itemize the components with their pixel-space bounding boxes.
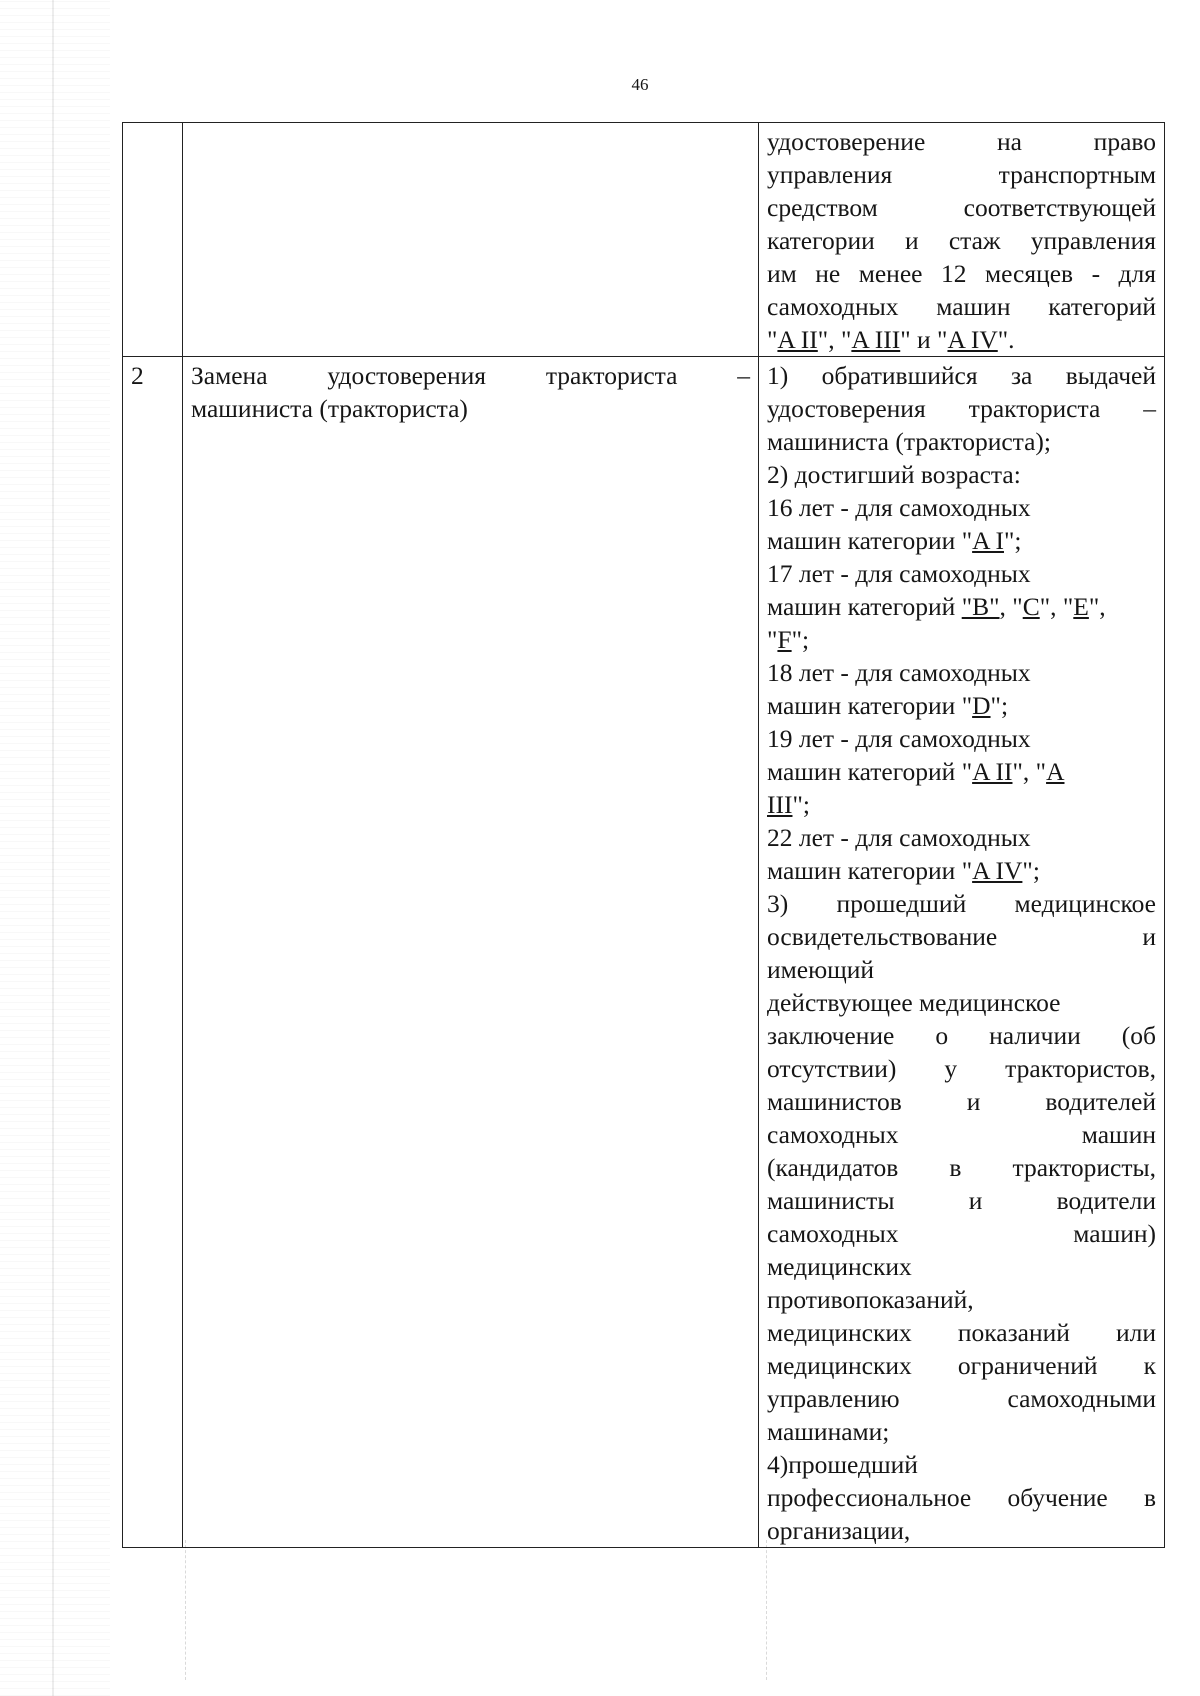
req-line: управлению самоходными [767,1384,1156,1413]
req-line: машинисты и водители [767,1186,1156,1215]
requirements-table [122,122,1165,1548]
req-line: действующее медицинское [767,988,1061,1017]
req-line: заключение о наличии (об [767,1021,1156,1050]
req-line: медицинских показаний или [767,1318,1156,1347]
text-line: удостоверение на право [767,127,1156,156]
category-link[interactable]: E [1073,592,1089,621]
req-line: имеющий [767,955,875,984]
service-line: машиниста (тракториста) [191,394,468,423]
req-line: 2) достигший возраста: [767,460,1021,489]
table-row-2 [123,357,1165,1548]
cell-service-name [183,357,759,1548]
scan-edge-artifact [0,0,110,1696]
req-line: машин категорий "A II", "A [767,757,1065,786]
req-line: 16 лет - для самоходных [767,493,1031,522]
category-link[interactable]: D [972,691,991,720]
category-link[interactable]: C [1022,592,1040,621]
category-link[interactable]: "B" [961,592,1000,621]
category-link[interactable]: A IV [972,856,1023,885]
text-line: им не менее 12 месяцев - для [767,259,1156,288]
req-line: машинистов и водителей [767,1087,1156,1116]
category-link[interactable]: A II [972,757,1013,786]
category-link[interactable]: III [767,790,793,819]
scan-bottom-artifact [185,1540,767,1680]
cell-service-empty [183,123,759,357]
service-line: Замена удостоверения тракториста – [191,361,750,390]
req-line: машин категории "A IV"; [767,856,1040,885]
text-line: самоходных машин категорий [767,292,1156,321]
req-line: медицинских ограничений к [767,1351,1156,1380]
req-line: машинами; [767,1417,890,1446]
req-line: самоходных машин [767,1120,1156,1149]
req-line: 18 лет - для самоходных [767,658,1031,687]
req-line: самоходных машин) [767,1219,1156,1248]
req-line: профессиональное обучение в [767,1483,1156,1512]
category-link[interactable]: A [1046,757,1065,786]
req-line: 22 лет - для самоходных [767,823,1031,852]
req-line: машин категории "D"; [767,691,1009,720]
page-number: 46 [631,75,649,94]
cell-number-empty [123,123,183,357]
cell-requirements [759,357,1165,1548]
req-line: 4)прошедший [767,1450,918,1479]
req-line: машиниста (тракториста); [767,427,1052,456]
category-link[interactable]: A II [777,325,818,354]
req-line: организации, [767,1516,911,1545]
req-line: удостоверения тракториста – [767,394,1156,423]
category-link[interactable]: A IV [947,325,998,354]
req-line: (кандидатов в трактористы, [767,1153,1156,1182]
cell-row-number: 2 [123,357,183,1548]
table-row-continued [123,123,1165,357]
req-line: машин категории "A I"; [767,526,1022,555]
req-line: "F"; [767,625,810,654]
req-line: 19 лет - для самоходных [767,724,1031,753]
category-link[interactable]: A III [851,325,901,354]
text-line: управления транспортным [767,160,1156,189]
req-line: 1) обратившийся за выдачей [767,361,1156,390]
cell-requirements-continued [759,123,1165,357]
category-link[interactable]: F [777,625,792,654]
req-line: III"; [767,790,810,819]
text-line: средством соответствующей [767,193,1156,222]
req-line: освидетельствование и [767,922,1156,951]
req-line: противопоказаний, [767,1285,974,1314]
text-line: категории и стаж управления [767,226,1156,255]
req-line: 3) прошедший медицинское [767,889,1156,918]
req-line: медицинских [767,1252,912,1281]
req-line: 17 лет - для самоходных [767,559,1031,588]
category-link[interactable]: A I [972,526,1004,555]
req-line: машин категорий "B", "C", "E", [767,592,1106,621]
text-line-categories: "A II", "A III" и "A IV". [767,325,1015,354]
req-line: отсутствии) у трактористов, [767,1054,1156,1083]
